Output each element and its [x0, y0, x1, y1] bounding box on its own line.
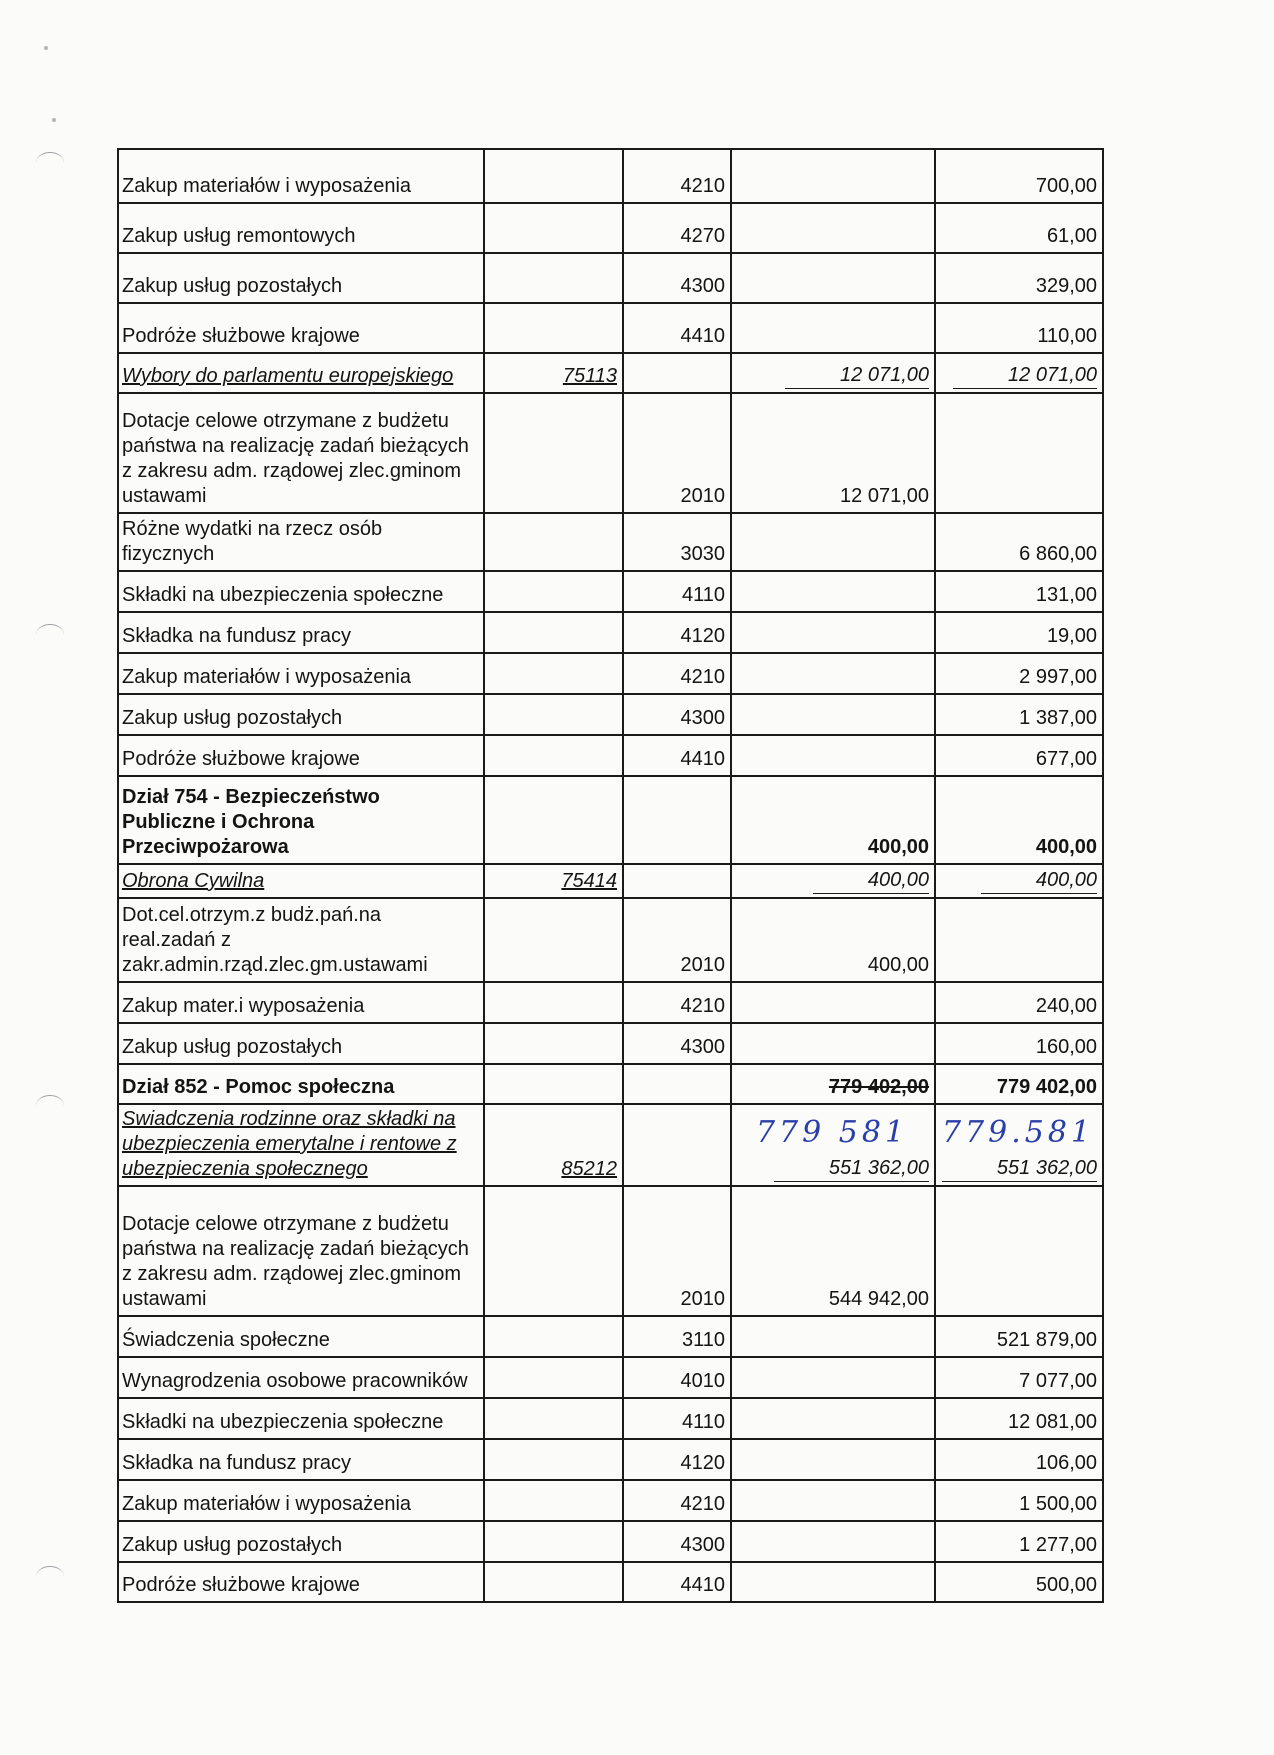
chapter-code: [484, 203, 623, 253]
amount-value: 1 500,00: [1019, 1493, 1097, 1515]
chapter-code: [484, 1398, 623, 1439]
chapter-code: [484, 149, 623, 203]
expense-amount: [935, 1064, 1103, 1104]
table-row: [118, 612, 1103, 653]
amount-value: 131,00: [1035, 584, 1097, 606]
amount-value: 521 879,00: [996, 1329, 1097, 1351]
table-row: [118, 1316, 1103, 1357]
table-row: [118, 1480, 1103, 1521]
item-name: Zakup materiałów i wyposażenia: [118, 653, 484, 694]
item-name: Swiadczenia rodzinne oraz składki na ubezpieczenia emerytalne i rentowe z ubezpieczenia społecznego: [118, 1104, 484, 1186]
amount-value: 19,00: [1046, 625, 1097, 647]
table-row: [118, 1357, 1103, 1398]
expense-amount: [935, 571, 1103, 612]
table-row: [118, 1023, 1103, 1064]
paragraph-code: 4410: [623, 303, 731, 353]
income-amount: [731, 1521, 935, 1562]
expense-amount: [935, 1480, 1103, 1521]
chapter-code: [484, 1316, 623, 1357]
handwritten-correction: 779 581: [755, 1115, 909, 1150]
expense-amount: [935, 982, 1103, 1023]
expense-amount: [935, 1357, 1103, 1398]
expense-amount: [935, 253, 1103, 303]
amount-value: 551 362,00: [774, 1156, 929, 1182]
chapter-code: [484, 735, 623, 776]
chapter-row: [118, 864, 1103, 898]
table-row: [118, 1439, 1103, 1480]
amount-value: 544 942,00: [828, 1288, 929, 1310]
item-name: Zakup usług pozostałych: [118, 253, 484, 303]
table-row: [118, 694, 1103, 735]
paragraph-code: [623, 1064, 731, 1104]
amount-value: 779 402,00: [996, 1076, 1097, 1098]
table-row: [118, 735, 1103, 776]
income-amount: [731, 1357, 935, 1398]
table-row: [118, 513, 1103, 571]
expense-amount: [935, 1316, 1103, 1357]
item-name: Składka na fundusz pracy: [118, 1439, 484, 1480]
income-amount: [731, 253, 935, 303]
expense-amount: [935, 1439, 1103, 1480]
paragraph-code: 4410: [623, 735, 731, 776]
expense-amount: [935, 1521, 1103, 1562]
paragraph-code: 3110: [623, 1316, 731, 1357]
expense-amount: [935, 776, 1103, 864]
paragraph-code: 4010: [623, 1357, 731, 1398]
budget-table: [117, 148, 1104, 1603]
income-amount: [731, 513, 935, 571]
income-amount: [731, 353, 935, 393]
income-amount: [731, 898, 935, 982]
amount-value: 110,00: [1037, 325, 1097, 347]
amount-value: 2 997,00: [1019, 666, 1097, 688]
expense-amount: [935, 653, 1103, 694]
amount-value: 240,00: [1035, 995, 1097, 1017]
paragraph-code: 3030: [623, 513, 731, 571]
amount-value: 400,00: [981, 868, 1097, 894]
struck-amount: 779 402,00: [828, 1076, 929, 1098]
table-row: [118, 149, 1103, 203]
item-name: Zakup usług pozostałych: [118, 1521, 484, 1562]
table-row: [118, 1521, 1103, 1562]
item-name: Zakup materiałów i wyposażenia: [118, 1480, 484, 1521]
chapter-code: [484, 1357, 623, 1398]
expense-amount: [935, 1186, 1103, 1316]
amount-value: 400,00: [813, 868, 929, 894]
item-name: Zakup mater.i wyposażenia: [118, 982, 484, 1023]
paragraph-code: 4410: [623, 1562, 731, 1602]
amount-value: 12 081,00: [1008, 1411, 1097, 1433]
amount-value: 400,00: [1035, 836, 1097, 858]
amount-value: 500,00: [1035, 1574, 1097, 1596]
item-name: Podróże służbowe krajowe: [118, 303, 484, 353]
paragraph-code: 4300: [623, 253, 731, 303]
income-amount: [731, 735, 935, 776]
amount-value: 61,00: [1046, 225, 1097, 247]
table-row: [118, 571, 1103, 612]
item-name: Dział 852 - Pomoc społeczna: [118, 1064, 484, 1104]
item-name: Składka na fundusz pracy: [118, 612, 484, 653]
expense-amount: [935, 303, 1103, 353]
chapter-code: [484, 694, 623, 735]
paragraph-code: 4120: [623, 1439, 731, 1480]
income-amount: [731, 1480, 935, 1521]
binder-hole-mark: [36, 624, 64, 645]
expense-amount: [935, 864, 1103, 898]
chapter-code: 75414: [484, 864, 623, 898]
amount-value: 400,00: [867, 836, 929, 858]
item-name: Zakup usług pozostałych: [118, 1023, 484, 1064]
income-amount: [731, 1562, 935, 1602]
amount-value: 7 077,00: [1019, 1370, 1097, 1392]
item-name: Podróże służbowe krajowe: [118, 1562, 484, 1602]
section-row: [118, 776, 1103, 864]
chapter-code: [484, 776, 623, 864]
paragraph-code: 4120: [623, 612, 731, 653]
table-row: [118, 253, 1103, 303]
income-amount: [731, 1064, 935, 1104]
paragraph-code: 4110: [623, 1398, 731, 1439]
chapter-code: [484, 393, 623, 513]
paragraph-code: 4210: [623, 1480, 731, 1521]
chapter-code: [484, 1521, 623, 1562]
income-amount: [731, 982, 935, 1023]
item-name: Dotacje celowe otrzymane z budżetu państwa na realizację zadań bieżących z zakresu adm. rządowej zlec.gminom ustawami: [118, 1186, 484, 1316]
chapter-code: [484, 653, 623, 694]
income-amount: [731, 694, 935, 735]
income-amount: [731, 203, 935, 253]
income-amount: [731, 864, 935, 898]
chapter-code: [484, 513, 623, 571]
chapter-code: [484, 898, 623, 982]
paragraph-code: 4300: [623, 1521, 731, 1562]
paragraph-code: 4210: [623, 149, 731, 203]
amount-value: 160,00: [1035, 1036, 1097, 1058]
income-amount: [731, 653, 935, 694]
item-name: Różne wydatki na rzecz osób fizycznych: [118, 513, 484, 571]
paragraph-code: 4210: [623, 653, 731, 694]
expense-amount: [935, 149, 1103, 203]
table-row: [118, 982, 1103, 1023]
expense-amount: [935, 1023, 1103, 1064]
income-amount: [731, 303, 935, 353]
item-name: Dotacje celowe otrzymane z budżetu państwa na realizację zadań bieżących z zakresu adm. rządowej zlec.gminom ustawami: [118, 393, 484, 513]
item-name: Wybory do parlamentu europejskiego: [118, 353, 484, 393]
expense-amount: [935, 353, 1103, 393]
item-name: Wynagrodzenia osobowe pracowników: [118, 1357, 484, 1398]
item-name: Zakup materiałów i wyposażenia: [118, 149, 484, 203]
table-row: [118, 898, 1103, 982]
table-row: [118, 303, 1103, 353]
paragraph-code: [623, 353, 731, 393]
chapter-code: [484, 1439, 623, 1480]
income-amount: [731, 149, 935, 203]
amount-value: 12 071,00: [953, 363, 1097, 389]
chapter-row: [118, 1104, 1103, 1186]
table-row: [118, 1562, 1103, 1602]
amount-value: 329,00: [1035, 275, 1097, 297]
binder-hole-mark: [36, 1095, 64, 1116]
expense-amount: [935, 1398, 1103, 1439]
chapter-code: [484, 1562, 623, 1602]
item-name: Zakup usług remontowych: [118, 203, 484, 253]
item-name: Składki na ubezpieczenia społeczne: [118, 1398, 484, 1439]
expense-amount: [935, 203, 1103, 253]
amount-value: 6 860,00: [1019, 543, 1097, 565]
item-name: Składki na ubezpieczenia społeczne: [118, 571, 484, 612]
income-amount: [731, 1023, 935, 1064]
paragraph-code: [623, 1104, 731, 1186]
table-row: [118, 1398, 1103, 1439]
binder-hole-mark: [36, 152, 64, 173]
item-name: Dział 754 - Bezpieczeństwo Publiczne i Ochrona Przeciwpożarowa: [118, 776, 484, 864]
paragraph-code: 2010: [623, 898, 731, 982]
expense-amount: [935, 612, 1103, 653]
item-name: Dot.cel.otrzym.z budż.pań.na real.zadań z zakr.admin.rząd.zlec.gm.ustawami: [118, 898, 484, 982]
chapter-code: [484, 571, 623, 612]
table-row: [118, 203, 1103, 253]
expense-amount: [935, 898, 1103, 982]
paragraph-code: [623, 864, 731, 898]
amount-value: 400,00: [867, 954, 929, 976]
expense-amount: [935, 1104, 1103, 1186]
expense-amount: [935, 393, 1103, 513]
chapter-code: 85212: [484, 1104, 623, 1186]
paragraph-code: 4110: [623, 571, 731, 612]
chapter-code: [484, 253, 623, 303]
chapter-code: [484, 1064, 623, 1104]
amount-value: 1 277,00: [1019, 1534, 1097, 1556]
amount-value: 12 071,00: [840, 485, 929, 507]
income-amount: [731, 1439, 935, 1480]
handwritten-correction: 779.581: [941, 1115, 1095, 1150]
chapter-code: [484, 1186, 623, 1316]
paragraph-code: 2010: [623, 1186, 731, 1316]
table-row: [118, 1186, 1103, 1316]
item-name: Zakup usług pozostałych: [118, 694, 484, 735]
table-row: [118, 653, 1103, 694]
chapter-code: [484, 303, 623, 353]
scan-speck: [52, 118, 56, 122]
scan-speck: [44, 46, 48, 50]
amount-value: 12 071,00: [785, 363, 929, 389]
expense-amount: [935, 1562, 1103, 1602]
item-name: Podróże służbowe krajowe: [118, 735, 484, 776]
amount-value: 1 387,00: [1019, 707, 1097, 729]
chapter-code: [484, 1480, 623, 1521]
paragraph-code: 2010: [623, 393, 731, 513]
paragraph-code: 4270: [623, 203, 731, 253]
chapter-code: [484, 982, 623, 1023]
paragraph-code: 4210: [623, 982, 731, 1023]
table-row: [118, 393, 1103, 513]
expense-amount: [935, 513, 1103, 571]
chapter-code: 75113: [484, 353, 623, 393]
chapter-code: [484, 1023, 623, 1064]
income-amount: [731, 571, 935, 612]
amount-value: 106,00: [1035, 1452, 1097, 1474]
section-row: [118, 1064, 1103, 1104]
income-amount: [731, 1186, 935, 1316]
amount-value: 677,00: [1035, 748, 1097, 770]
paragraph-code: 4300: [623, 694, 731, 735]
paragraph-code: 4300: [623, 1023, 731, 1064]
amount-value: 700,00: [1035, 175, 1097, 197]
paragraph-code: [623, 776, 731, 864]
income-amount: [731, 1104, 935, 1186]
binder-hole-mark: [36, 1566, 64, 1587]
income-amount: [731, 612, 935, 653]
income-amount: [731, 1398, 935, 1439]
income-amount: [731, 1316, 935, 1357]
amount-value: 551 362,00: [942, 1156, 1097, 1182]
item-name: Obrona Cywilna: [118, 864, 484, 898]
expense-amount: [935, 735, 1103, 776]
chapter-row: [118, 353, 1103, 393]
item-name: Świadczenia społeczne: [118, 1316, 484, 1357]
chapter-code: [484, 612, 623, 653]
expense-amount: [935, 694, 1103, 735]
income-amount: [731, 776, 935, 864]
income-amount: [731, 393, 935, 513]
